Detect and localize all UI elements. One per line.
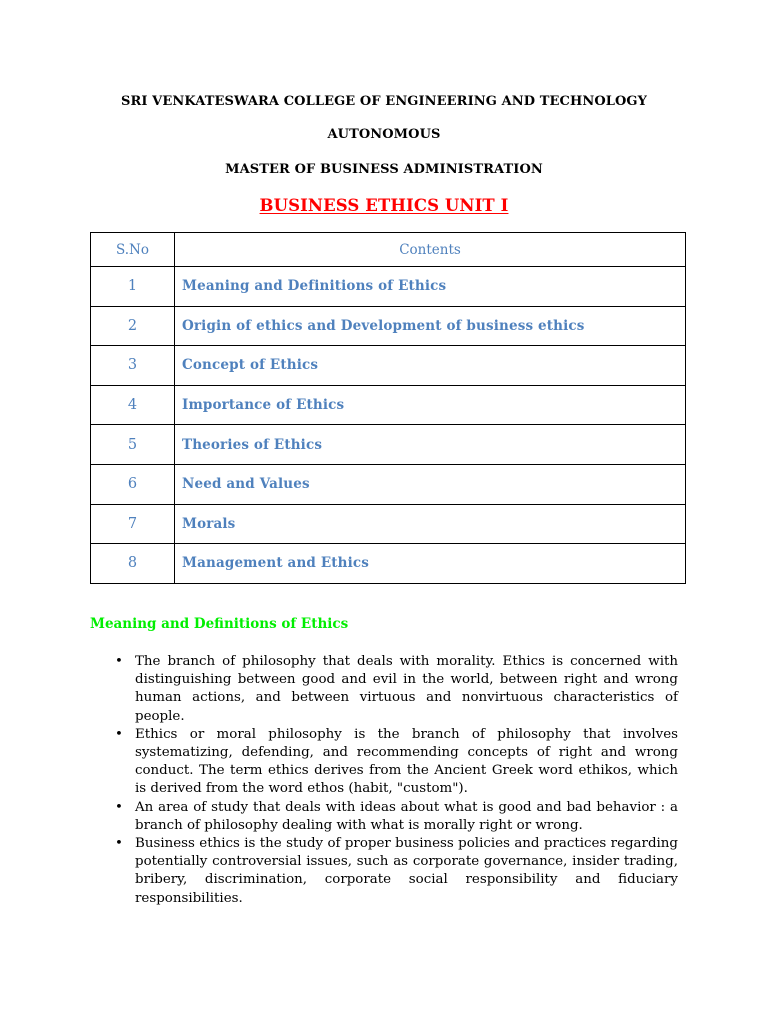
column-header-sno: S.No [91, 233, 175, 267]
unit-title: BUSINESS ETHICS UNIT I [259, 196, 509, 215]
section-title: Meaning and Definitions of Ethics [90, 616, 349, 632]
bullet-icon: • [115, 799, 123, 815]
row-sno: 8 [91, 544, 175, 584]
row-sno: 6 [91, 464, 175, 504]
college-name: SRI VENKATESWARA COLLEGE OF ENGINEERING AND TECHNOLOGY [120, 94, 648, 109]
list-item [113, 653, 678, 726]
table-row [91, 267, 686, 307]
column-header-contents: Contents [175, 233, 686, 267]
definition-list [113, 653, 678, 908]
table-row [91, 504, 686, 544]
bullet-icon: • [115, 726, 123, 742]
row-sno: 7 [91, 504, 175, 544]
table-row [91, 464, 686, 504]
row-topic: Origin of ethics and Development of business ethics [175, 306, 686, 346]
row-topic: Importance of Ethics [175, 385, 686, 425]
list-item [113, 799, 678, 835]
contents-table [90, 232, 686, 584]
row-topic: Morals [175, 504, 686, 544]
table-row [91, 346, 686, 386]
row-topic: Theories of Ethics [175, 425, 686, 465]
table-row [91, 425, 686, 465]
row-topic: Concept of Ethics [175, 346, 686, 386]
table-row [91, 544, 686, 584]
list-item-text: The branch of philosophy that deals with morality. Ethics is concerned with distinguishing between good and evil in the world, between right and wrong human actions, and between virtuous and nonvirtuous characteristics of people. [135, 654, 678, 724]
table-row [91, 306, 686, 346]
table-header-row [91, 233, 686, 267]
row-sno: 3 [91, 346, 175, 386]
row-topic: Management and Ethics [175, 544, 686, 584]
list-item-text: An area of study that deals with ideas about what is good and bad behavior : a branch of philosophy dealing with what is morally right or wrong. [135, 799, 678, 833]
row-sno: 5 [91, 425, 175, 465]
row-topic: Need and Values [175, 464, 686, 504]
program-name: MASTER OF BUSINESS ADMINISTRATION [225, 162, 543, 177]
list-item-text: Business ethics is the study of proper business policies and practices regarding potentially controversial issues, such as corporate governance, insider trading, bribery, discrimination, corporate social responsibility and fiduciary responsibilities. [135, 836, 678, 906]
row-sno: 1 [91, 267, 175, 307]
institution-status: AUTONOMOUS [327, 127, 441, 142]
list-item-text: Ethics or moral philosophy is the branch of philosophy that involves systematizing, defending, and recommending concepts of right and wrong conduct. The term ethics derives from the Ancient Greek word ethikos, which is derived from the word ethos (habit, "custom"). [135, 726, 678, 797]
list-item [113, 726, 678, 799]
table-row [91, 385, 686, 425]
list-item [113, 835, 678, 908]
row-sno: 2 [91, 306, 175, 346]
bullet-icon: • [115, 836, 123, 852]
row-sno: 4 [91, 385, 175, 425]
row-topic: Meaning and Definitions of Ethics [175, 267, 686, 307]
bullet-icon: • [115, 654, 123, 669]
